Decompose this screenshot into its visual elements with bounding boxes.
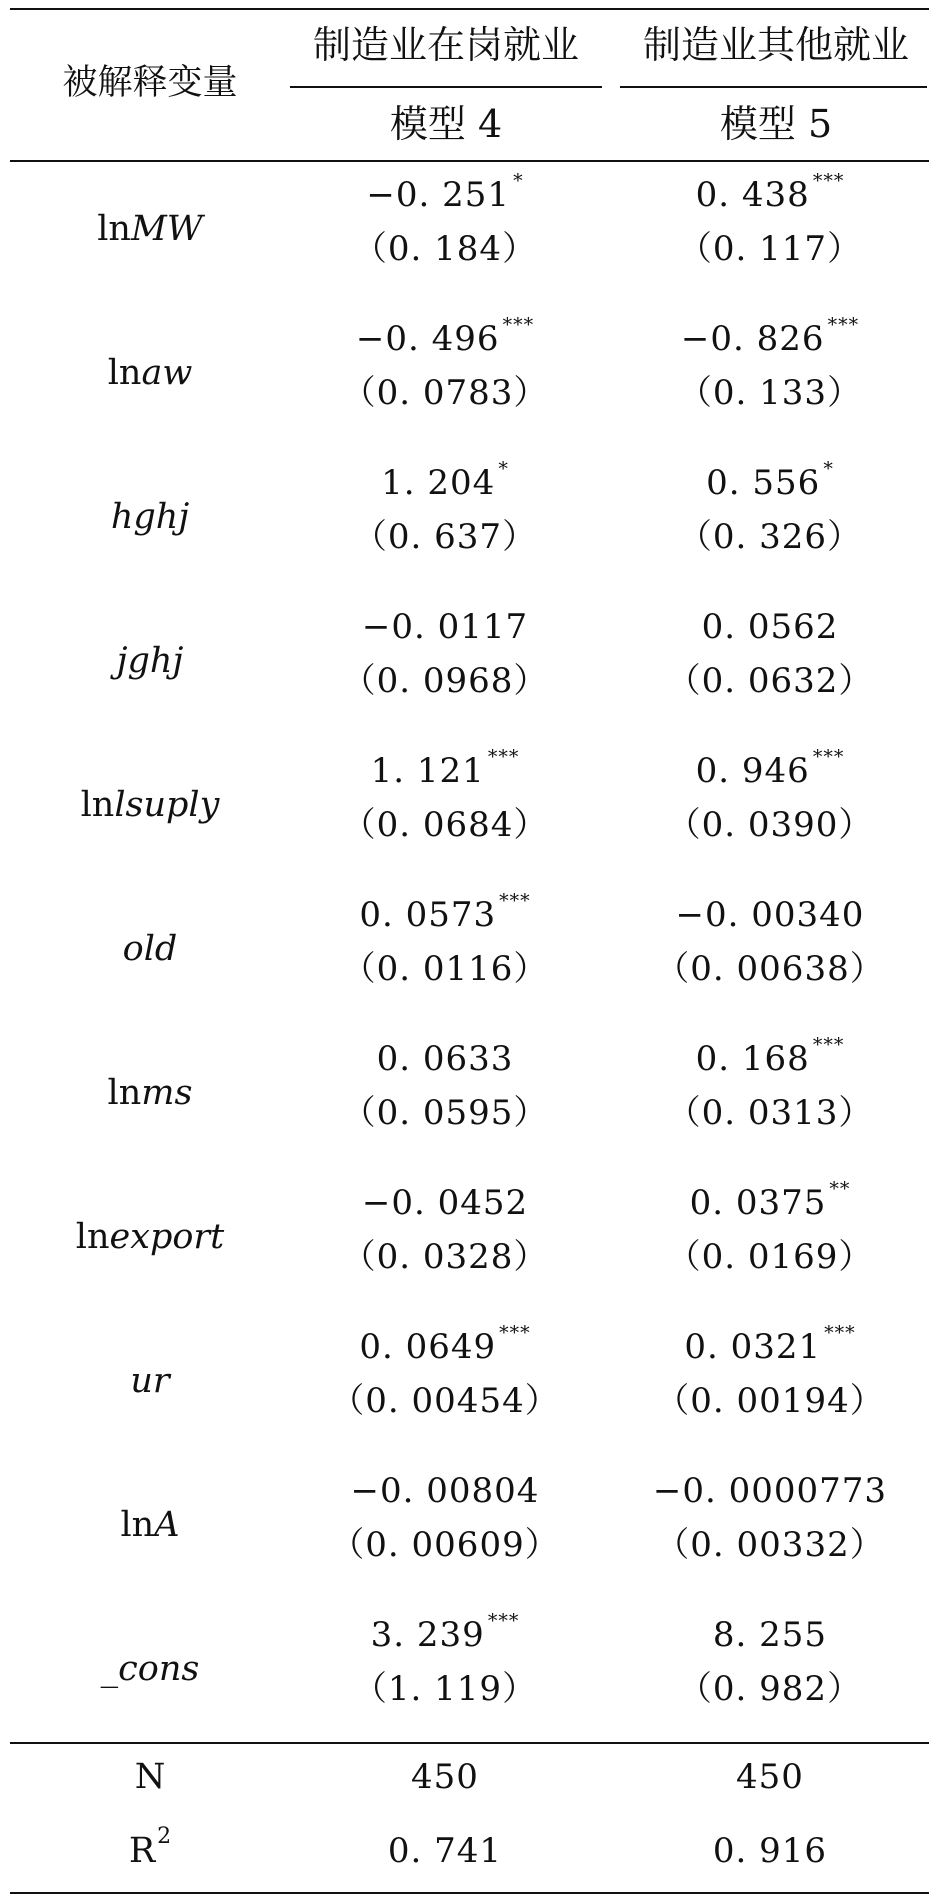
coefficient-value: −0. 0452 [361, 1183, 529, 1223]
coefficient-value: 0. 946 [695, 751, 810, 791]
col2-group-header: 制造业其他就业 [642, 23, 909, 67]
variable-label [20, 1361, 280, 1401]
standard-error: （0. 0632） [666, 661, 874, 701]
coefficient-value: 8. 255 [712, 1615, 828, 1655]
variable-prefix: ln [97, 209, 131, 249]
standard-error: （0. 117） [677, 229, 863, 269]
coefficient-cell [280, 458, 610, 503]
standard-error: （0. 0390） [666, 805, 874, 845]
standard-error: （0. 982） [677, 1669, 863, 1709]
significance-stars: *** [812, 746, 845, 768]
variable-label [20, 1649, 280, 1689]
variable-name: _cons [100, 1649, 200, 1689]
standard-error: （0. 0116） [341, 949, 549, 989]
standard-error: （0. 0328） [341, 1237, 549, 1277]
coefficient-value: 0. 438 [695, 175, 810, 215]
coefficient-cell [610, 314, 930, 359]
coefficient-value: 0. 0633 [376, 1039, 514, 1079]
significance-stars: *** [812, 1034, 845, 1056]
coefficient-cell [610, 458, 930, 503]
coefficient-value: 0. 556 [706, 463, 821, 503]
standard-error: （0. 133） [677, 373, 863, 413]
stats-rule [10, 1742, 929, 1744]
stat-value: 0. 741 [387, 1831, 503, 1871]
coefficient-value: 0. 0321 [684, 1327, 822, 1367]
coefficient-value: 3. 239 [370, 1615, 485, 1655]
coefficient-cell [280, 1610, 610, 1655]
coefficient-value: −0. 251 [366, 175, 511, 215]
coefficient-cell [610, 1034, 930, 1079]
coefficient-value: 0. 0649 [359, 1327, 497, 1367]
col1-group-rule [290, 86, 602, 88]
stat-value: 450 [736, 1757, 804, 1797]
header-rule [10, 160, 929, 162]
standard-error: （0. 0169） [666, 1237, 874, 1277]
variable-prefix: ln [120, 1505, 155, 1545]
significance-stars: *** [487, 746, 520, 768]
significance-stars: * [823, 458, 834, 480]
coefficient-value: −0. 0000773 [652, 1471, 888, 1511]
standard-error: （0. 0968） [341, 661, 549, 701]
significance-stars: *** [812, 170, 845, 192]
variable-prefix: ln [107, 1073, 142, 1113]
significance-stars: *** [499, 890, 531, 912]
coefficient-cell [610, 1471, 930, 1511]
col2-group-rule [620, 86, 927, 88]
coefficient-value: −0. 00804 [350, 1471, 540, 1511]
variable-name: jghj [116, 641, 184, 681]
variable-name: MW [130, 209, 203, 249]
variable-prefix: ln [75, 1217, 110, 1257]
standard-error: （0. 00332） [655, 1525, 885, 1565]
standard-error: （0. 184） [352, 229, 538, 269]
coefficient-cell [280, 1471, 610, 1511]
dependent-variable-header: 被解释变量 [62, 63, 238, 103]
coefficient-cell [280, 1039, 610, 1079]
coefficient-cell [610, 1322, 930, 1367]
stat-label [20, 1824, 280, 1871]
standard-error: （0. 326） [677, 517, 863, 557]
coefficient-cell [280, 1322, 610, 1367]
stat-value: 450 [411, 1757, 479, 1797]
coefficient-value: 1. 204 [381, 463, 496, 503]
significance-stars: *** [827, 314, 860, 336]
coefficient-value: 1. 121 [370, 751, 485, 791]
coefficient-value: −0. 0117 [361, 607, 529, 647]
variable-label [20, 1073, 280, 1113]
variable-name: old [122, 929, 178, 969]
coefficient-cell [610, 170, 930, 215]
col1-model-header: 模型 4 [389, 102, 503, 146]
coefficient-value: 0. 168 [695, 1039, 810, 1079]
variable-label [20, 353, 280, 393]
significance-stars: * [498, 458, 509, 480]
variable-name: aw [141, 353, 193, 393]
coefficient-cell [280, 170, 610, 215]
stat-label [20, 1757, 280, 1797]
standard-error: （1. 119） [352, 1669, 538, 1709]
standard-error: （0. 00454） [330, 1381, 560, 1421]
variable-label [20, 1505, 280, 1545]
variable-label [20, 209, 280, 249]
standard-error: （0. 0684） [341, 805, 549, 845]
standard-error: （0. 637） [352, 517, 538, 557]
coefficient-cell [280, 607, 610, 647]
coefficient-value: −0. 826 [680, 319, 825, 359]
significance-stars: ** [829, 1178, 851, 1200]
variable-label [20, 641, 280, 681]
top-rule [10, 8, 929, 10]
standard-error: （0. 00194） [655, 1381, 885, 1421]
stat-label-superscript: 2 [157, 1824, 172, 1849]
bottom-rule [10, 1892, 929, 1894]
variable-label [20, 929, 280, 969]
variable-label [20, 1217, 280, 1257]
variable-name: A [154, 1505, 180, 1545]
coefficient-value: −0. 00340 [675, 895, 865, 935]
variable-name: lsuply [114, 785, 220, 825]
stat-label-text: R [128, 1831, 156, 1871]
variable-name: ms [141, 1073, 193, 1113]
coefficient-cell [610, 607, 930, 647]
standard-error: （0. 00638） [655, 949, 885, 989]
coefficient-cell [610, 895, 930, 935]
coefficient-cell [610, 1615, 930, 1655]
coefficient-cell [280, 746, 610, 791]
coefficient-value: 0. 0573 [359, 895, 497, 935]
col2-model-header: 模型 5 [719, 102, 833, 146]
significance-stars: *** [824, 1322, 856, 1344]
variable-prefix: ln [80, 785, 115, 825]
variable-label [20, 785, 280, 825]
coefficient-value: −0. 496 [355, 319, 500, 359]
variable-name: ur [130, 1361, 170, 1401]
variable-name: export [109, 1217, 225, 1257]
significance-stars: *** [502, 314, 535, 336]
significance-stars: *** [487, 1610, 520, 1632]
coefficient-cell [280, 314, 610, 359]
standard-error: （0. 0313） [666, 1093, 874, 1133]
significance-stars: * [513, 170, 524, 192]
coefficient-cell [280, 890, 610, 935]
stat-value: 0. 916 [712, 1831, 828, 1871]
coefficient-cell [280, 1183, 610, 1223]
coefficient-value: 0. 0375 [689, 1183, 827, 1223]
coefficient-cell [610, 746, 930, 791]
variable-name: hghj [110, 497, 190, 537]
stat-label-text: N [134, 1757, 166, 1797]
variable-label [20, 497, 280, 537]
standard-error: （0. 0783） [341, 373, 549, 413]
coefficient-value: 0. 0562 [701, 607, 839, 647]
standard-error: （0. 00609） [330, 1525, 560, 1565]
col1-group-header: 制造业在岗就业 [312, 23, 579, 67]
variable-prefix: ln [107, 353, 142, 393]
coefficient-cell [610, 1178, 930, 1223]
significance-stars: *** [499, 1322, 531, 1344]
standard-error: （0. 0595） [341, 1093, 549, 1133]
